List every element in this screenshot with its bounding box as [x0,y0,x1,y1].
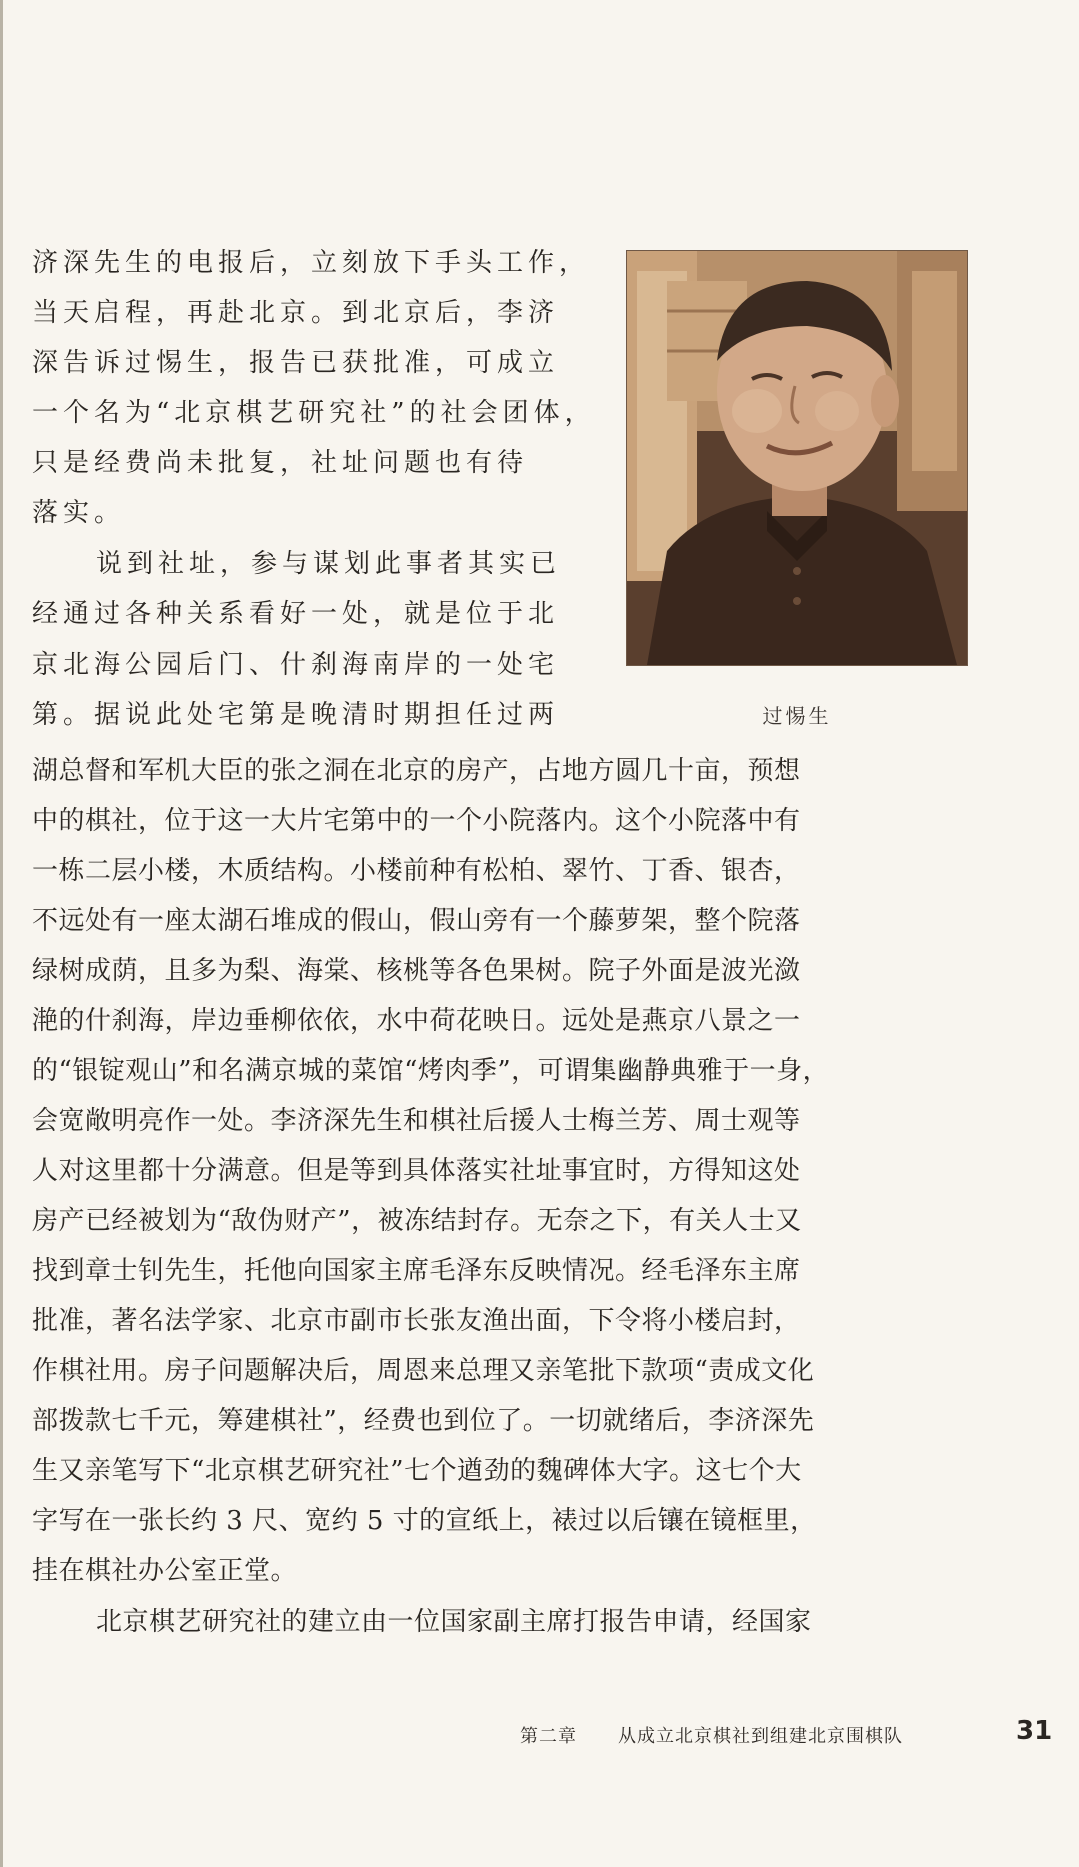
portrait-image [627,251,967,665]
running-footer-title: 从成立北京棋社到组建北京围棋队 [618,1726,903,1747]
photo-caption: 过惕生 [762,704,832,728]
text-line: 落实。 [32,498,126,528]
text-line: 滟的什刹海，岸边垂柳依依，水中荷花映日。远处是燕京八景之一 [32,1006,801,1036]
text-line: 中的棋社，位于这一大片宅第中的一个小院落内。这个小院落中有 [32,806,801,836]
page-number: 31 [1016,1716,1053,1746]
text-line: 找到章士钊先生，托他向国家主席毛泽东反映情况。经毛泽东主席 [32,1256,801,1286]
text-line: 生又亲笔写下“北京棋艺研究社”七个遒劲的魏碑体大字。这七个大 [32,1456,802,1486]
text-line: 字写在一张长约 3 尺、宽约 5 寸的宣纸上，裱过以后镶在镜框里， [32,1506,817,1536]
text-line: 经通过各种关系看好一处，就是位于北 [32,599,560,629]
text-line: 挂在棋社办公室正堂。 [32,1556,298,1586]
text-line: 会宽敞明亮作一处。李济深先生和棋社后援人士梅兰芳、周士观等 [32,1106,801,1136]
text-line: 不远处有一座太湖石堆成的假山，假山旁有一个藤萝架，整个院落 [32,906,801,936]
text-line: 当天启程，再赴北京。到北京后，李济 [32,298,560,328]
page-edge [0,0,3,1867]
text-line: 说到社址，参与谋划此事者其实已 [96,549,562,579]
text-line: 湖总督和军机大臣的张之洞在北京的房产，占地方圆几十亩，预想 [32,756,801,786]
text-line: 深告诉过惕生，报告已获批准，可成立 [32,348,560,378]
text-line: 批准，著名法学家、北京市副市长张友渔出面，下令将小楼启封， [32,1306,801,1336]
running-footer-chapter: 第二章 [520,1726,577,1747]
text-line: 的“银锭观山”和名满京城的菜馆“烤肉季”，可谓集幽静典雅于一身， [32,1056,830,1086]
text-line: 一个名为“北京棋艺研究社”的社会团体， [32,398,596,428]
text-line: 济深先生的电报后，立刻放下手头工作， [32,248,591,278]
text-line: 部拨款七千元，筹建棋社”，经费也到位了。一切就绪后，李济深先 [32,1406,815,1436]
text-line: 人对这里都十分满意。但是等到具体落实社址事宜时，方得知这处 [32,1156,801,1186]
text-line: 京北海公园后门、什刹海南岸的一处宅 [32,650,560,680]
text-line: 绿树成荫，且多为梨、海棠、核桃等各色果树。院子外面是波光潋 [32,956,801,986]
text-line: 作棋社用。房子问题解决后，周恩来总理又亲笔批下款项“责成文化 [32,1356,815,1386]
text-line: 只是经费尚未批复，社址问题也有待 [32,448,529,478]
text-line: 一栋二层小楼，木质结构。小楼前种有松柏、翠竹、丁香、银杏， [32,856,801,886]
text-line: 房产已经被划为“敌伪财产”，被冻结封存。无奈之下，有关人士又 [32,1206,802,1236]
portrait-photo [627,251,967,665]
text-line: 北京棋艺研究社的建立由一位国家副主席打报告申请，经国家 [96,1607,812,1637]
text-line: 第。据说此处宅第是晚清时期担任过两 [32,700,560,730]
